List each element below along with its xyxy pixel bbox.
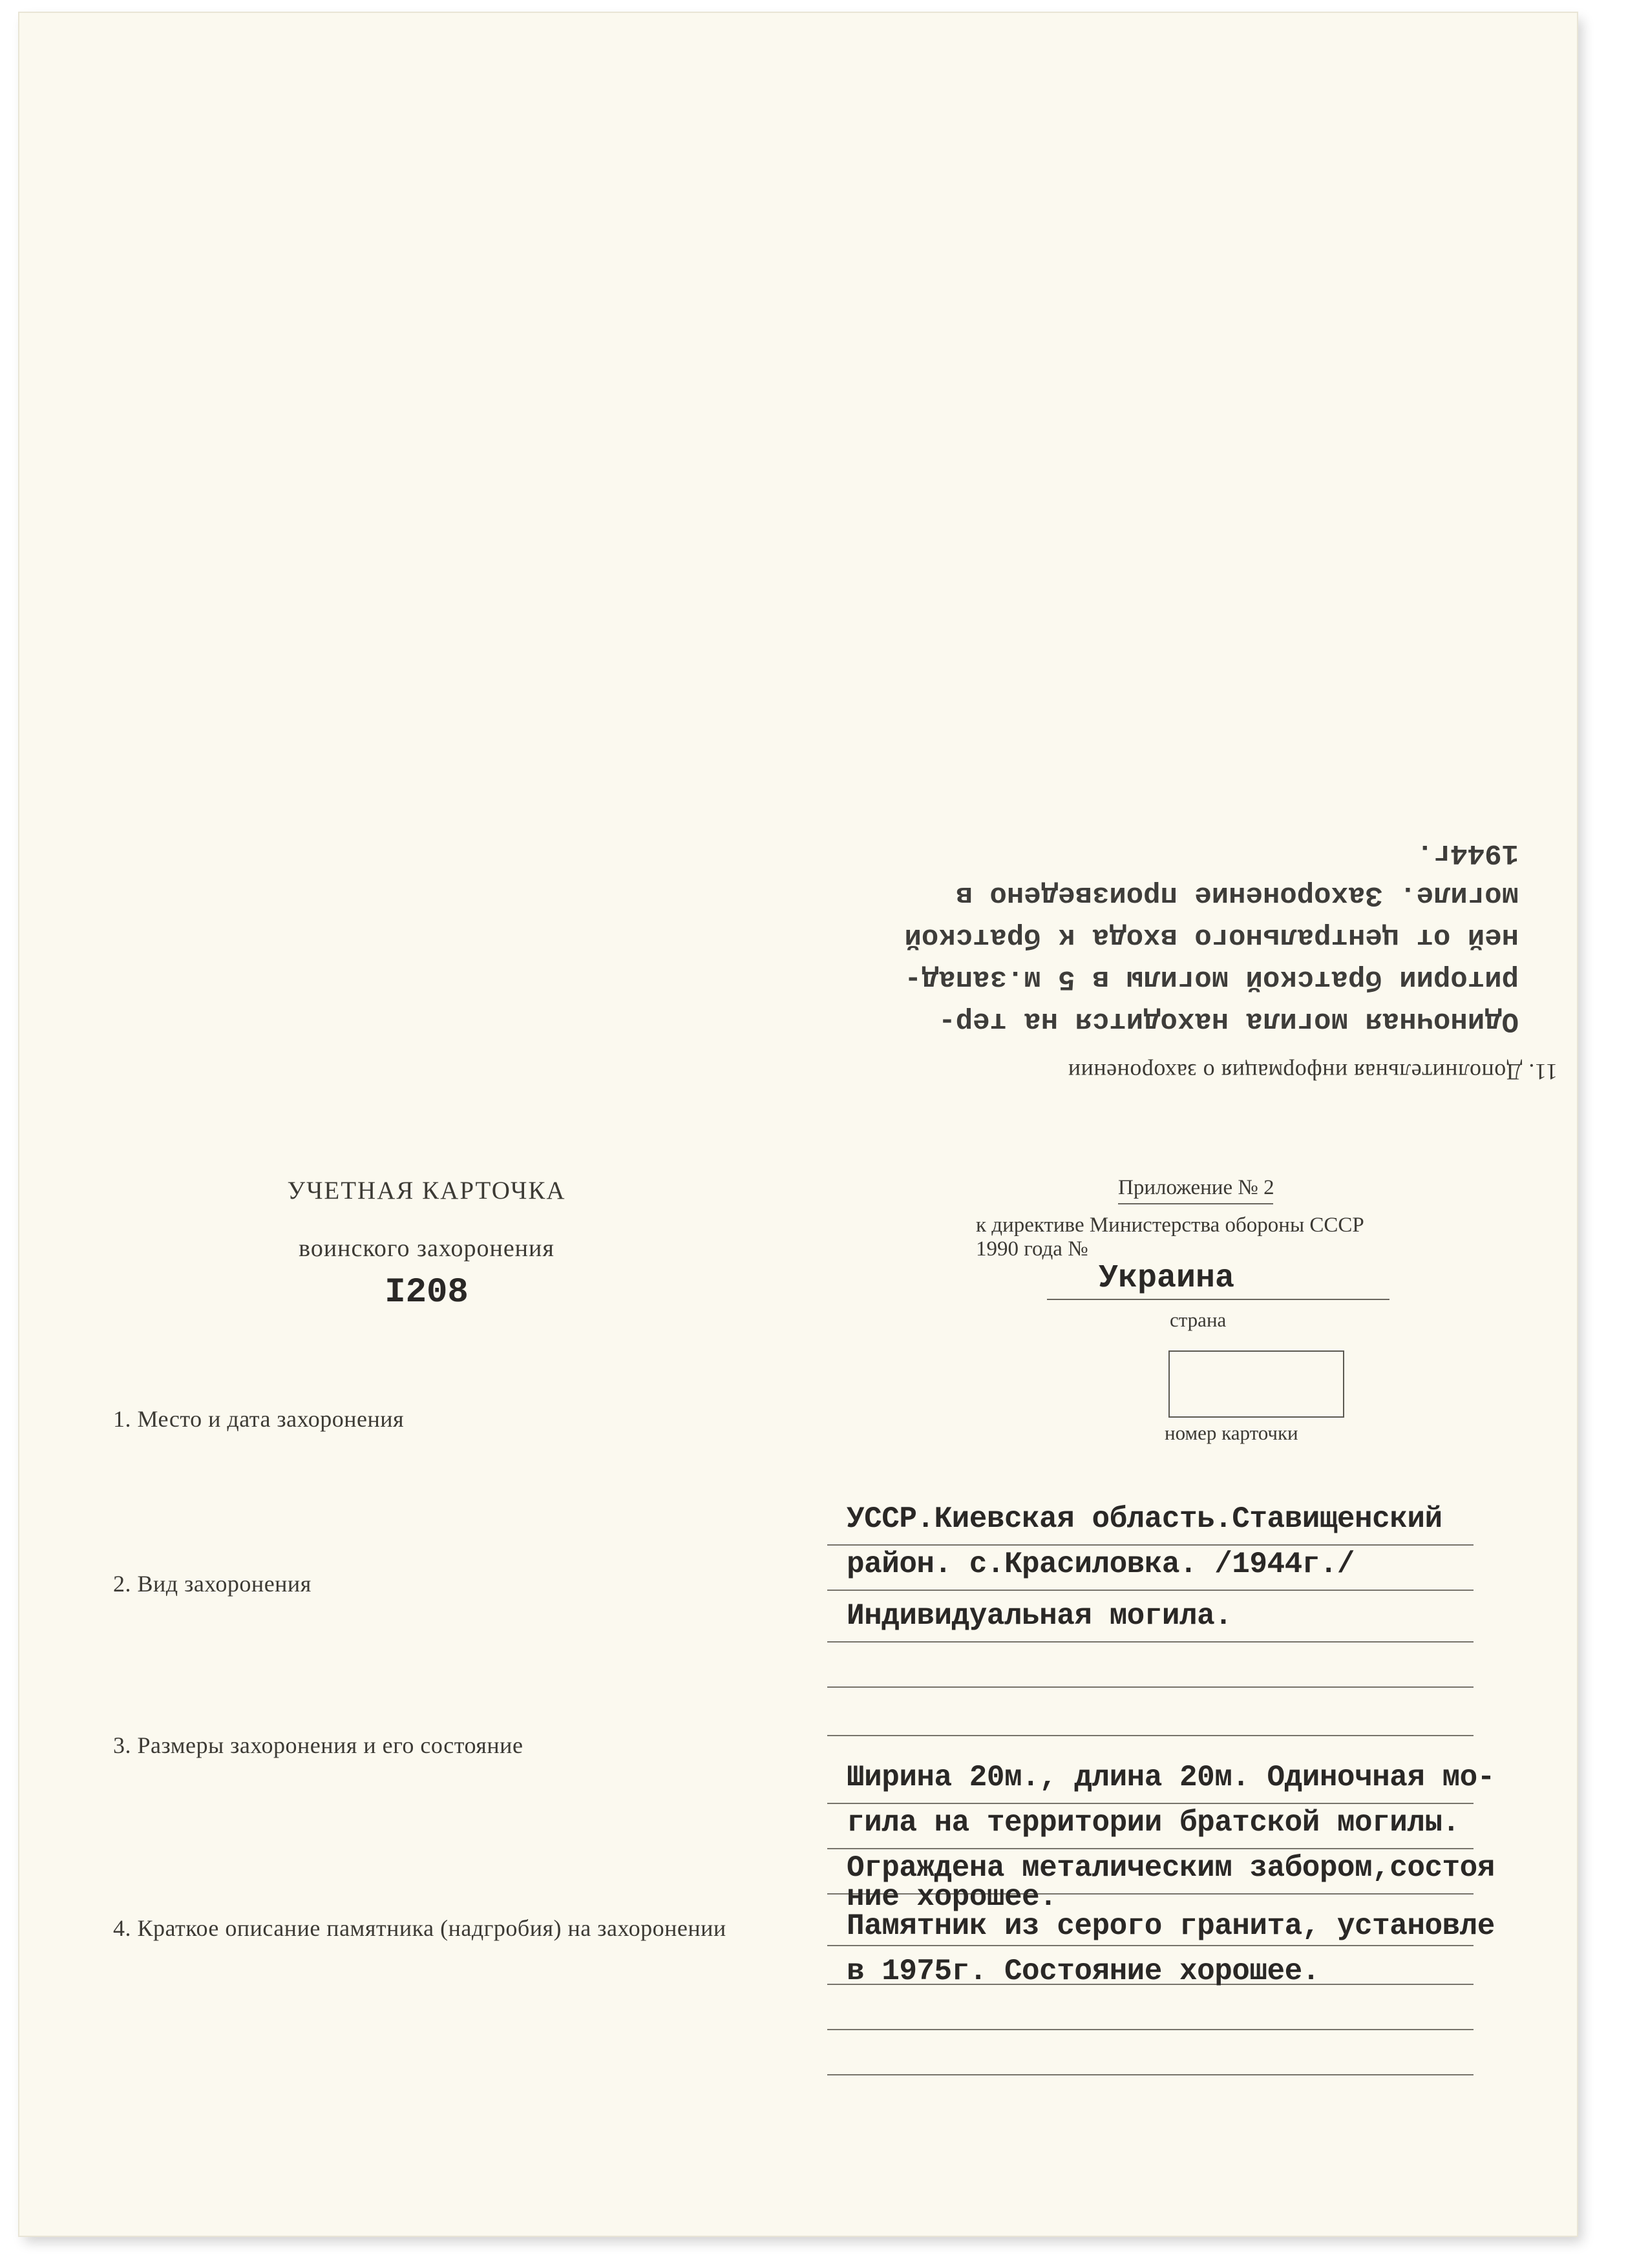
card-number-caption: номер карточки [1165,1422,1298,1444]
question-monument-description: 4. Краткое описание памятника (надгробия) на захоронении [113,1915,726,1941]
answer-rule [827,2074,1474,2075]
country-caption: страна [1170,1308,1227,1331]
additional-info-line: 1944г. [1416,837,1519,869]
directive-year: 1990 года № [976,1237,1088,1261]
country-underline [1047,1299,1389,1300]
card-number: I208 [385,1273,469,1312]
card-number-box [1168,1350,1344,1418]
answer-rule [827,1590,1474,1591]
question-burial-type: 2. Вид захоронения [113,1571,312,1597]
appendix-label: Приложение № 2 [1118,1176,1274,1199]
question-place-date: 1. Место и дата захоронения [113,1406,405,1432]
answer-rule [827,1686,1474,1688]
additional-info-section [814,750,1558,1086]
answer-rule [827,1945,1474,1946]
additional-info-line: Одиночная могила находится на тер- [938,1005,1519,1037]
answer-monument-line: Памятник из серого гранита, установле [847,1909,1495,1943]
card-subtitle: воинского захоронения [299,1235,555,1262]
answer-rule [827,1803,1474,1804]
answer-rule [827,2029,1474,2030]
answer-place-line: район. с.Красиловка. /1944г./ [847,1548,1355,1581]
question-size-condition: 3. Размеры захоронения и его состояние [113,1732,523,1758]
answer-rule [827,1848,1474,1849]
record-card-sheet [19,13,1577,2236]
answer-place-line: УССР.Киевская область.Ставищенский [847,1502,1442,1536]
answer-size-line: Ширина 20м., длина 20м. Одиночная мо- [847,1761,1495,1794]
answer-monument-line: в 1975г. Состояние хорошее. [847,1955,1320,1988]
additional-info-label: 11. Дополнительная информация о захоронении [1068,1059,1558,1085]
answer-rule [827,1544,1474,1546]
additional-info-line: могиле. Захоронение произведено в [955,879,1519,911]
answer-type-line: Индивидуальная могила. [847,1599,1232,1633]
card-title: УЧЕТНАЯ КАРТОЧКА [287,1177,566,1204]
appendix-underline [1118,1203,1273,1204]
additional-info-line: ней от центрального входа к братской [904,921,1519,953]
answer-rule [827,1735,1474,1736]
answer-size-line: гила на территории братской могилы. [847,1806,1460,1840]
answer-size-line: Ограждена металическим забором,состоя [847,1851,1495,1885]
directive-text: к директиве Министерства обороны СССР [976,1213,1364,1237]
additional-info-line: ритории братской могилы в 5 м.запад- [904,963,1519,995]
country-value: Украина [1099,1260,1235,1297]
answer-rule [827,1641,1474,1643]
answer-size-line: ние хорошее. [847,1880,1057,1914]
